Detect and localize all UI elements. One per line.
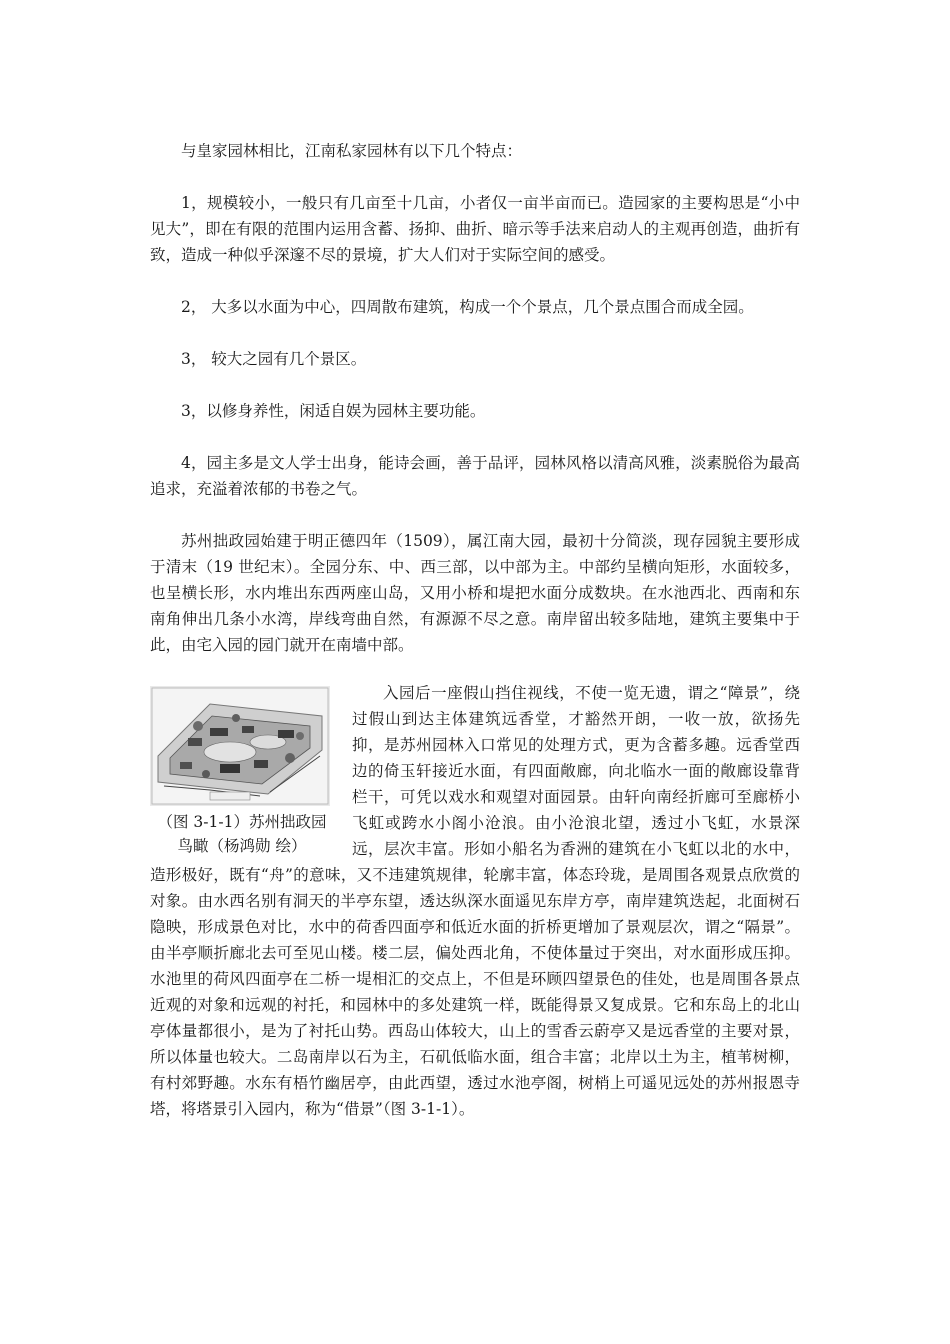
figure-text-block xyxy=(150,680,800,1122)
document-body xyxy=(150,138,800,1122)
figure-caption: （图 3-1-1）苏州拙政园鸟瞰（杨鸿勋 绘） xyxy=(157,813,327,855)
garden-description-paragraph: 入园后一座假山挡住视线，不使一览无遗，谓之“障景”，绕过假山到达主体建筑远香堂，才豁然开朗，一收一放，欲扬先抑，是苏州园林入口常见的处理方式，更为含蓄多趣。远香堂西边的倚玉轩接近水面，有四面敞廊，向北临水一面的敞廊设靠背栏干，可凭以戏水和观望对面园景。由轩向南经折廊可至廊桥小飞虹或跨水小阁小沧浪。由小沧浪北望，透过小飞虹，水景深远，层次丰富。形如小船名为香洲的建筑在小飞虹以北的水中，造形极好，既有“舟”的意味，又不违建筑规律，轮廓丰富，体态玲珑，是周围各观景点欣赏的对象。由水西名别有洞天的半亭东望，透达纵深水面遥见东岸方亭，南岸建筑迭起，北面树石隐映，形成景色对比，水中的荷香四面亭和低近水面的折桥更增加了景观层次，谓之“隔景”。由半亭顺折廊北去可至见山楼。楼二层，偏处西北角，不使体量过于突出，对水面形成压抑。水池里的荷风四面亭在二桥一堤相汇的交点上，不但是环顾四望景色的佳处，也是周围各景点近观的对象和远观的衬托，和园林中的多处建筑一样，既能得景又复成景。它和东岛上的北山亭体量都很小，是为了衬托山势。西岛山体较大，山上的雪香云蔚亭又是远香堂的主要对景，所以体量也较大。二岛南岸以石为主，石矶低临水面，组合丰富；北岸以土为主，植苇树柳，有村郊野趣。水东有梧竹幽居亭，由此西望，透过水池亭阁，树梢上可遥见远处的苏州报恩寺塔，将塔景引入园内，称为“借景”（图 3-1-1）。 xyxy=(150,684,800,1118)
zhuozhengyuan-intro-paragraph: 苏州拙政园始建于明正德四年（1509），属江南大园，最初十分简淡，现存园貌主要形成于清末（19 世纪末）。全园分东、中、西三部，以中部为主。中部约呈横向矩形，水面较多，也呈横长形，水内堆出东西两座山岛，又用小桥和堤把水面分成数块。在水池西北、西南和东南角伸出几条小水湾，岸线弯曲自然，有源源不尽之意。南岸留出较多陆地，建筑主要集中于此，由宅入园的园门就开在南墙中部。 xyxy=(150,532,800,654)
feature-paragraph-1: 1，规模较小，一般只有几亩至十几亩，小者仅一亩半亩而已。造园家的主要构思是“小中见大”，即在有限的范围内运用含蓄、扬抑、曲折、暗示等手法来启动人的主观再创造，曲折有致，造成一种似乎深邃不尽的景境，扩大人们对于实际空间的感受。 xyxy=(150,194,800,264)
figure-3-1-1 xyxy=(150,686,334,858)
feature-paragraph-2: 2， 大多以水面为中心，四周散布建筑，构成一个个景点，几个景点围合而成全园。 xyxy=(181,298,754,316)
feature-paragraph-4: 4，园主多是文人学士出身，能诗会画，善于品评，园林风格以清高风雅，淡素脱俗为最高追求，充溢着浓郁的书卷之气。 xyxy=(150,454,800,498)
intro-paragraph: 与皇家园林相比，江南私家园林有以下几个特点： xyxy=(181,142,523,160)
feature-paragraph-3: 3， 较大之园有几个景区。 xyxy=(181,350,367,368)
garden-aerial-sketch-icon xyxy=(150,686,330,806)
feature-paragraph-3b: 3，以修身养性，闲适自娱为园林主要功能。 xyxy=(181,402,486,420)
